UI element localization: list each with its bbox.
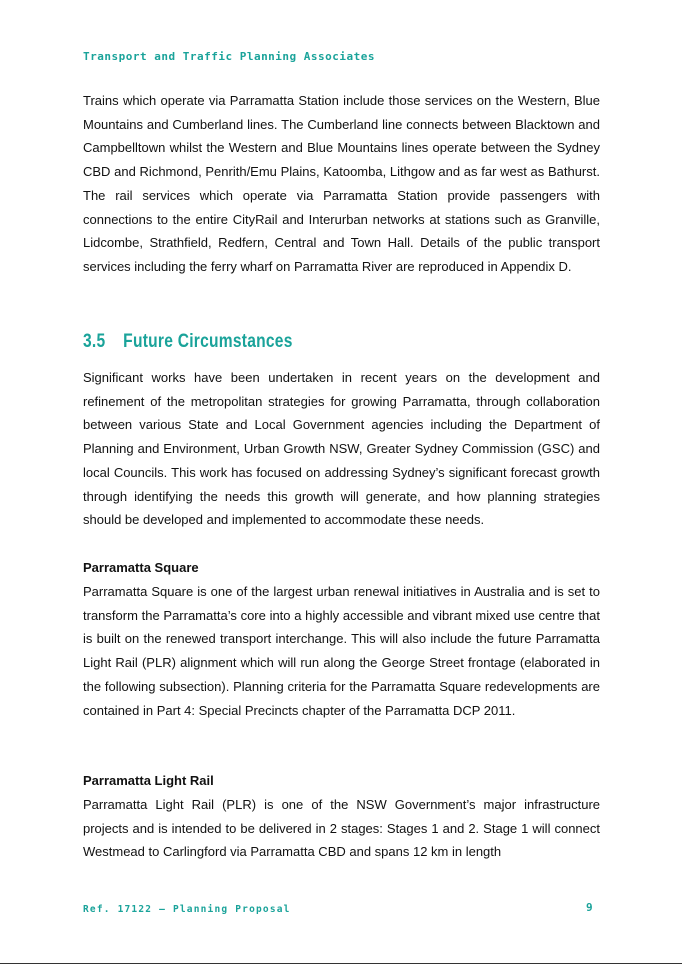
running-header: Transport and Traffic Planning Associates (83, 50, 376, 63)
bottom-rule (0, 963, 682, 964)
section-heading (83, 331, 293, 353)
subheading-parramatta-light-rail: Parramatta Light Rail (83, 773, 214, 788)
intro-paragraph: Trains which operate via Parramatta Station include those services on the Western, Blue Mountains and Cumberland lines. The Cumberland line connects between Blacktown and Campbelltown whilst the Western and Blue Mountains lines operate between the Sydney CBD and Richmond, Penrith/Emu Plains, Katoomba, Lithgow and as far west as Bathurst. The rail services which operate via Parramatta Station provide passengers with connections to the entire CityRail and Interurban networks at stations such as Granville, Lidcombe, Strathfield, Redfern, Central and Town Hall. Details of the public transport services including the ferry wharf on Parramatta River are reproduced in Appendix D. (83, 93, 600, 274)
section-paragraph: Significant works have been undertaken in recent years on the development and refinement of the metropolitan strategies for growing Parramatta, through collaboration between various State and Local Government agencies including the Department of Planning and Environment, Urban Growth NSW, Greater Sydney Commission (GSC) and local Councils. This work has focused on addressing Sydney’s significant forecast growth through identifying the needs this growth will generate, and how planning strategies should be developed and implemented to accommodate these needs. (83, 370, 600, 528)
paragraph-parramatta-square: Parramatta Square is one of the largest urban renewal initiatives in Australia and is set to transform the Parramatta’s core into a highly accessible and vibrant mixed use centre that is built on the renewed transport interchange. This will also include the future Parramatta Light Rail (PLR) alignment which will run along the George Street frontage (elaborated in the following subsection). Planning criteria for the Parramatta Square redevelopments are contained in Part 4: Special Precincts chapter of the Parramatta DCP 2011. (83, 584, 600, 718)
paragraph-parramatta-light-rail: Parramatta Light Rail (PLR) is one of the NSW Government’s major infrastructure projects and is intended to be delivered in 2 stages: Stages 1 and 2. Stage 1 will connect Westmead to Carlingford via Parramatta CBD and spans 12 km in length (83, 797, 600, 860)
section-title: Future Circumstances (123, 331, 293, 352)
page-number: 9 (586, 901, 593, 914)
subheading-parramatta-square: Parramatta Square (83, 560, 199, 575)
section-number: 3.5 (83, 331, 106, 352)
footer-reference: Ref. 17122 – Planning Proposal (83, 904, 291, 915)
